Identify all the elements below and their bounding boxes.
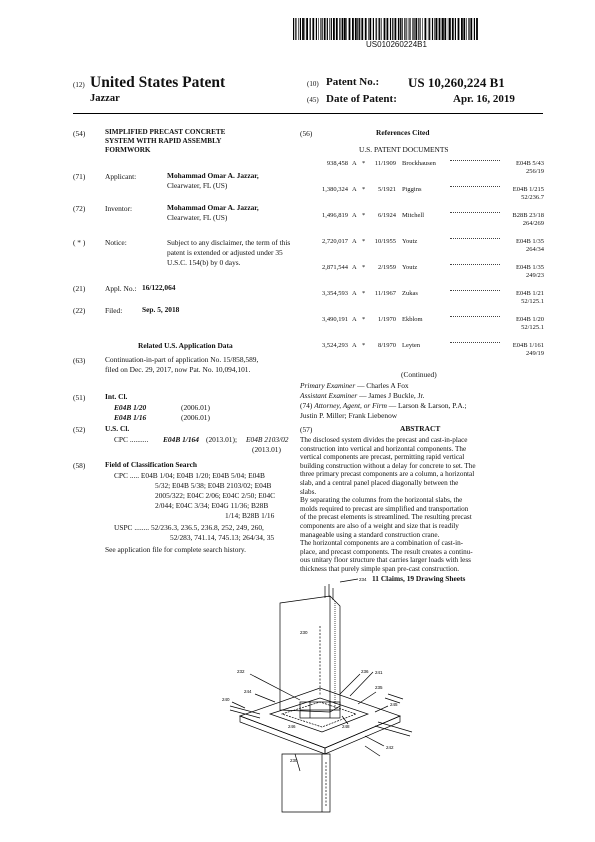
reference-row bbox=[300, 316, 544, 338]
fig-label-246: 246 bbox=[288, 724, 296, 729]
reference-inventor: Youtz bbox=[402, 264, 418, 271]
barcode-bar bbox=[470, 18, 472, 40]
slab-front-edge bbox=[240, 716, 325, 754]
applicant-name: Mohammad Omar A. Jazzar, bbox=[167, 171, 259, 180]
filed-label: Filed: bbox=[105, 306, 123, 315]
barcode-bar bbox=[318, 18, 319, 40]
reference-number: 3,524,293 bbox=[322, 342, 348, 349]
reference-row bbox=[300, 290, 544, 312]
barcode-bar bbox=[449, 18, 451, 40]
barcode-bar bbox=[438, 18, 439, 40]
reference-kind: A bbox=[352, 186, 357, 193]
barcode-bar bbox=[293, 18, 294, 40]
barcode-bar bbox=[339, 18, 340, 40]
notice-code: ( * ) bbox=[73, 238, 86, 247]
barcode-bar bbox=[298, 18, 299, 40]
continued-label: (Continued) bbox=[401, 370, 437, 379]
reference-inventor: Ekblom bbox=[402, 316, 423, 323]
barcode-bar bbox=[400, 18, 401, 40]
fig-label-236: 236 bbox=[361, 669, 369, 674]
barcode-bar bbox=[442, 18, 444, 40]
barcode-bar bbox=[432, 18, 433, 40]
reference-leader-dots bbox=[450, 238, 500, 239]
reference-row bbox=[300, 212, 544, 234]
barcode-bar bbox=[425, 18, 427, 40]
barcode-bar bbox=[306, 18, 308, 40]
reference-kind: A bbox=[352, 316, 357, 323]
barcode-bar bbox=[333, 18, 335, 40]
header-left-code: (12) bbox=[73, 81, 85, 89]
reference-number: 938,458 bbox=[326, 160, 348, 167]
field-label: Field of Classification Search bbox=[105, 460, 198, 469]
abstract-heading: ABSTRACT bbox=[400, 424, 441, 433]
barcode-bar bbox=[329, 18, 330, 40]
reference-star: * bbox=[362, 316, 366, 323]
barcode-bar bbox=[418, 18, 419, 40]
attorney-code: (74) bbox=[300, 401, 313, 410]
barcode-bar bbox=[390, 18, 391, 40]
reference-inventor: Brockhausen bbox=[402, 160, 436, 167]
barcode-bar bbox=[448, 18, 449, 40]
reference-class-secondary: 249/19 bbox=[525, 350, 544, 357]
reference-class-secondary: 249/23 bbox=[525, 272, 544, 279]
inventor-name: Mohammad Omar A. Jazzar, bbox=[167, 203, 259, 212]
barcode-bar bbox=[331, 18, 332, 40]
barcode-bar bbox=[320, 18, 321, 40]
attorney-line2: Justin P. Miller; Frank Liebenow bbox=[300, 411, 398, 420]
abstract-line: vertical components are precast, permitting rapid vertical bbox=[300, 453, 465, 462]
field-cpc-line1: CPC ..... E04B 1/04; E04B 1/20; E04B 5/04; E04B bbox=[114, 471, 265, 480]
barcode-bar bbox=[412, 18, 413, 40]
reference-class-secondary: 52/125.1 bbox=[521, 324, 544, 331]
barcode-bar bbox=[379, 18, 380, 40]
barcode-bar bbox=[349, 18, 351, 40]
reference-row bbox=[300, 238, 544, 260]
reference-kind: A bbox=[352, 212, 357, 219]
fig-label-240: 240 bbox=[222, 697, 230, 702]
barcode-bar bbox=[384, 18, 386, 40]
barcode-bar bbox=[368, 18, 369, 40]
field-cpc-line3: 2005/322; E04C 2/06; E04C 2/50; E04C bbox=[155, 491, 276, 500]
reference-date: 11/1967 bbox=[374, 290, 396, 297]
fig-label-244: 244 bbox=[244, 689, 252, 694]
reference-inventor: Leyten bbox=[402, 342, 421, 349]
attorney-firm: — Larson & Larson, P.A.; bbox=[386, 401, 467, 410]
barcode-bar bbox=[406, 18, 407, 40]
barcode-bar bbox=[429, 18, 430, 40]
barcode-graphic bbox=[293, 18, 481, 40]
abstract-line: three primary precast components are a column, a horizontal bbox=[300, 470, 475, 479]
reference-leader-dots bbox=[450, 290, 500, 291]
barcode-bar bbox=[414, 18, 415, 40]
barcode-bar bbox=[474, 18, 475, 40]
barcode-bar bbox=[476, 18, 478, 40]
abstract-line: The horizontal components are a combination of cast-in- bbox=[300, 539, 464, 548]
barcode-bar bbox=[469, 18, 470, 40]
reference-row bbox=[300, 160, 544, 182]
reference-class-secondary: 264/269 bbox=[522, 220, 544, 227]
reference-date: 1/1970 bbox=[377, 316, 396, 323]
barcode-bar bbox=[352, 18, 354, 40]
notice-text-line3: U.S.C. 154(b) by 0 days. bbox=[167, 258, 241, 267]
barcode-bar bbox=[369, 18, 371, 40]
barcode-bar bbox=[342, 18, 344, 40]
reference-row bbox=[300, 264, 544, 286]
fig-label-241: 241 bbox=[375, 670, 383, 675]
reference-class-secondary: 52/236.7 bbox=[521, 194, 544, 201]
reference-date: 6/1924 bbox=[377, 212, 396, 219]
reference-star: * bbox=[362, 212, 366, 219]
representative-drawing bbox=[200, 576, 430, 826]
primary-examiner-label: Primary Examiner bbox=[300, 381, 356, 390]
fig-label-230-lower: 230 bbox=[290, 758, 298, 763]
field-cpc-line2: 5/32; E04B 5/38; E04B 2103/02; E04B bbox=[155, 481, 272, 490]
uscl-label: U.S. Cl. bbox=[105, 424, 130, 433]
claims-sheets: 11 Claims, 19 Drawing Sheets bbox=[372, 574, 466, 583]
continuation-line1: Continuation-in-part of application No. 15/858,589, bbox=[105, 355, 259, 364]
barcode-bar bbox=[302, 18, 304, 40]
references-code: (56) bbox=[300, 129, 313, 138]
reference-leader-dots bbox=[450, 186, 500, 187]
barcode-bar bbox=[327, 18, 328, 40]
reference-inventor: Zukas bbox=[402, 290, 418, 297]
reference-number: 3,490,191 bbox=[322, 316, 348, 323]
patent-date: Apr. 16, 2019 bbox=[453, 93, 515, 105]
reference-number: 1,496,819 bbox=[322, 212, 348, 219]
barcode-bar bbox=[355, 18, 357, 40]
reference-kind: A bbox=[352, 290, 357, 297]
date-label: Date of Patent: bbox=[326, 93, 397, 105]
reference-class: E04B 1/21 bbox=[516, 290, 544, 297]
barcode-bar bbox=[310, 18, 311, 40]
reference-number: 1,380,324 bbox=[322, 186, 348, 193]
barcode-bar bbox=[305, 18, 306, 40]
reference-leader-dots bbox=[450, 316, 500, 317]
continuation-code: (63) bbox=[73, 356, 86, 365]
assistant-examiner-name: — James J Buckle, Jr. bbox=[357, 391, 425, 400]
field-code: (58) bbox=[73, 461, 86, 470]
reference-star: * bbox=[362, 264, 366, 271]
attorney-line1 bbox=[300, 401, 467, 410]
reference-kind: A bbox=[352, 342, 357, 349]
barcode-bar bbox=[373, 18, 374, 40]
invention-title-line2: SYSTEM WITH RAPID ASSEMBLY bbox=[105, 137, 222, 145]
notice-label: Notice: bbox=[105, 238, 127, 247]
fig-label-242: 242 bbox=[386, 745, 394, 750]
barcode-bar bbox=[461, 18, 463, 40]
abstract-code: (57) bbox=[300, 425, 313, 434]
filed-date: Sep. 5, 2018 bbox=[142, 305, 180, 314]
abstract-line: of the precast elements is streamlined. The resulting precast bbox=[300, 513, 472, 522]
applicant-location: Clearwater, FL (US) bbox=[167, 181, 228, 190]
reference-kind: A bbox=[352, 160, 357, 167]
uscl-code: (52) bbox=[73, 425, 86, 434]
notice-text-line1: Subject to any disclaimer, the term of this bbox=[167, 238, 291, 247]
reference-number: 3,354,593 bbox=[322, 290, 348, 297]
reference-class-secondary: 256/19 bbox=[525, 168, 544, 175]
barcode-bar bbox=[324, 18, 326, 40]
reference-date: 11/1909 bbox=[374, 160, 396, 167]
abstract-line: construction into vertical and horizontal components. The bbox=[300, 444, 467, 453]
barcode-bar bbox=[409, 18, 410, 40]
reference-kind: A bbox=[352, 238, 357, 245]
barcode-bar bbox=[439, 18, 440, 40]
barcode-bar bbox=[378, 18, 379, 40]
field-cpc-line5: 1/14; B28B 1/16 bbox=[225, 511, 275, 520]
uspc-line1: USPC ........ 52/236.3, 236.5, 236.8, 252, 249, 260, bbox=[114, 523, 264, 532]
reference-inventor: Piggins bbox=[402, 186, 422, 193]
barcode-bar bbox=[444, 18, 446, 40]
reference-class: E04B 1/35 bbox=[516, 238, 544, 245]
cpc-main-class: E04B 1/164 bbox=[163, 435, 199, 444]
application-number: 16/122,064 bbox=[142, 283, 176, 292]
appl-code: (21) bbox=[73, 284, 86, 293]
reference-star: * bbox=[362, 342, 366, 349]
notice-text-line2: patent is extended or adjusted under 35 bbox=[167, 248, 283, 257]
barcode-number: US010260224B1 bbox=[366, 40, 427, 49]
intcl-class-2: E04B 1/16 bbox=[114, 413, 147, 422]
barcode-bar bbox=[336, 18, 338, 40]
barcode-bar bbox=[312, 18, 314, 40]
barcode-bar bbox=[428, 18, 429, 40]
reference-date: 2/1959 bbox=[377, 264, 396, 271]
fig-label-248: 248 bbox=[342, 724, 350, 729]
reference-star: * bbox=[362, 160, 366, 167]
us-documents-heading: U.S. PATENT DOCUMENTS bbox=[359, 145, 449, 154]
barcode-bar bbox=[359, 18, 360, 40]
abstract-line: place, and precast components. The result creates a continu- bbox=[300, 547, 473, 556]
reference-number: 2,720,017 bbox=[322, 238, 348, 245]
references-heading: References Cited bbox=[376, 128, 430, 137]
invention-title-line3: FORMWORK bbox=[105, 146, 151, 154]
barcode-bar bbox=[376, 18, 377, 40]
intcl-version-2: (2006.01) bbox=[181, 413, 210, 422]
barcode-bar bbox=[365, 18, 367, 40]
reference-number: 2,871,544 bbox=[322, 264, 348, 271]
fig-label-230-upper: 230 bbox=[300, 630, 308, 635]
reference-class: E04B 1/161 bbox=[512, 342, 544, 349]
reference-date: 5/1921 bbox=[377, 186, 396, 193]
barcode-bar bbox=[316, 18, 317, 40]
barcode-bar bbox=[322, 18, 323, 40]
inventor-short-name: Jazzar bbox=[90, 93, 120, 104]
reference-class: E04B 5/43 bbox=[516, 160, 544, 167]
barcode-bar bbox=[434, 18, 435, 40]
barcode-bar bbox=[346, 18, 347, 40]
primary-examiner-name: — Charles A Fox bbox=[355, 381, 409, 390]
reference-kind: A bbox=[352, 264, 357, 271]
barcode-bar bbox=[398, 18, 399, 40]
barcode-bar bbox=[300, 18, 301, 40]
abstract-line: slabs. bbox=[300, 487, 317, 496]
intcl-version-1: (2006.01) bbox=[181, 403, 210, 412]
filed-code: (22) bbox=[73, 306, 86, 315]
barcode-bar bbox=[381, 18, 382, 40]
barcode-bar bbox=[468, 18, 469, 40]
appl-label: Appl. No.: bbox=[105, 284, 137, 293]
drawing-figure bbox=[200, 576, 430, 826]
barcode-bar bbox=[357, 18, 358, 40]
barcode-bar bbox=[295, 18, 296, 40]
reference-inventor: Youtz bbox=[402, 238, 418, 245]
cpc-secondary-class: E04B 2103/02 bbox=[246, 435, 289, 444]
reference-star: * bbox=[362, 290, 366, 297]
barcode-bar bbox=[422, 18, 423, 40]
invention-title-line1: SIMPLIFIED PRECAST CONCRETE bbox=[105, 128, 226, 136]
barcode-bar bbox=[441, 18, 442, 40]
field-cpc-line4: 2/044; E04C 3/34; E04G 11/36; B28B bbox=[155, 501, 269, 510]
assistant-examiner-label: Assistant Examiner bbox=[300, 391, 358, 400]
reference-class-secondary: 52/125.1 bbox=[521, 298, 544, 305]
barcode-bar bbox=[463, 18, 465, 40]
reference-date: 8/1970 bbox=[377, 342, 396, 349]
barcode-bar bbox=[392, 18, 393, 40]
reference-star: * bbox=[362, 186, 366, 193]
reference-class: E04B 1/20 bbox=[516, 316, 544, 323]
abstract-line: slab, and a central panel placed diagonally between the bbox=[300, 479, 459, 487]
fig-label-232: 232 bbox=[237, 669, 245, 674]
cpc-secondary-version: (2013.01) bbox=[252, 445, 281, 454]
applicant-code: (71) bbox=[73, 172, 86, 181]
barcode-bar bbox=[404, 18, 405, 40]
intcl-class-1: E04B 1/20 bbox=[114, 403, 147, 412]
reference-date: 10/1955 bbox=[374, 238, 396, 245]
reference-leader-dots bbox=[450, 160, 500, 161]
uspc-line2: 52/283, 741.14, 745.13; 264/34, 35 bbox=[170, 533, 275, 542]
cpc-label: CPC .......... bbox=[114, 435, 149, 444]
reference-star: * bbox=[362, 238, 366, 245]
barcode bbox=[293, 18, 481, 40]
reference-class-secondary: 264/34 bbox=[525, 246, 544, 253]
assistant-examiner bbox=[300, 391, 424, 400]
abstract-line: The disclosed system divides the precast and cast-in-place bbox=[300, 436, 468, 444]
barcode-bar bbox=[435, 18, 437, 40]
fig-label-245: 245 bbox=[390, 702, 398, 707]
barcode-bar bbox=[458, 18, 460, 40]
title-code: (54) bbox=[73, 129, 86, 138]
abstract-line: manageable using a standard construction crane. bbox=[300, 530, 440, 539]
barcode-bar bbox=[420, 18, 421, 40]
barcode-bar bbox=[387, 18, 389, 40]
cpc-main-version: (2013.01); bbox=[206, 435, 237, 444]
barcode-bar bbox=[361, 18, 363, 40]
reference-leader-dots bbox=[450, 212, 500, 213]
patent-no-label: Patent No.: bbox=[326, 76, 380, 88]
fig-label-235: 235 bbox=[375, 685, 383, 690]
barcode-bar bbox=[455, 18, 456, 40]
barcode-bar bbox=[395, 18, 397, 40]
barcode-bar bbox=[402, 18, 403, 40]
barcode-bar bbox=[344, 18, 346, 40]
abstract-line: molds required to precast are simplified and transportation bbox=[300, 504, 469, 513]
abstract-line: thickness that purely simple span pre-cast construction. bbox=[300, 565, 460, 573]
date-code: (45) bbox=[307, 96, 319, 104]
abstract-line: By separating the columns from the horizontal slabs, the bbox=[300, 496, 463, 505]
header-rule bbox=[73, 113, 543, 114]
search-history-note: See application file for complete search history. bbox=[105, 545, 246, 554]
reference-leader-dots bbox=[450, 264, 500, 265]
barcode-bar bbox=[415, 18, 417, 40]
abstract-line: ous unitary floor structure that carries larger loads with less bbox=[300, 556, 471, 565]
barcode-bar bbox=[452, 18, 454, 40]
abstract-line: components are also of a weight and size that is readily bbox=[300, 522, 459, 530]
continuation-line2: filed on Dec. 29, 2017, now Pat. No. 10,094,101. bbox=[105, 365, 251, 374]
barcode-bar bbox=[410, 18, 411, 40]
barcode-bar bbox=[466, 18, 467, 40]
applicant-label: Applicant: bbox=[105, 172, 137, 181]
primary-examiner bbox=[300, 381, 409, 390]
related-data-heading: Related U.S. Application Data bbox=[138, 341, 233, 350]
attorney-label: Attorney, Agent, or Firm bbox=[314, 401, 387, 410]
intcl-label: Int. Cl. bbox=[105, 392, 128, 401]
reference-inventor: Mitchell bbox=[402, 212, 425, 219]
patent-type-title: United States Patent bbox=[90, 74, 226, 91]
reference-leader-dots bbox=[450, 342, 500, 343]
inventor-location: Clearwater, FL (US) bbox=[167, 213, 228, 222]
inventor-label: Inventor: bbox=[105, 204, 133, 213]
intcl-code: (51) bbox=[73, 393, 86, 402]
reference-row bbox=[300, 186, 544, 208]
patent-number: US 10,260,224 B1 bbox=[408, 75, 505, 90]
fig-label-234: 234 bbox=[359, 577, 367, 582]
barcode-bar bbox=[408, 18, 409, 40]
abstract-line: building construction without a delay for concrete to set. The bbox=[300, 461, 476, 470]
reference-class: B28B 23/18 bbox=[512, 212, 544, 219]
patent-no-code: (10) bbox=[307, 80, 319, 88]
reference-class: E04B 1/35 bbox=[516, 264, 544, 271]
reference-class: E04B 1/215 bbox=[512, 186, 544, 193]
inventor-code: (72) bbox=[73, 204, 86, 213]
reference-row bbox=[300, 342, 544, 364]
